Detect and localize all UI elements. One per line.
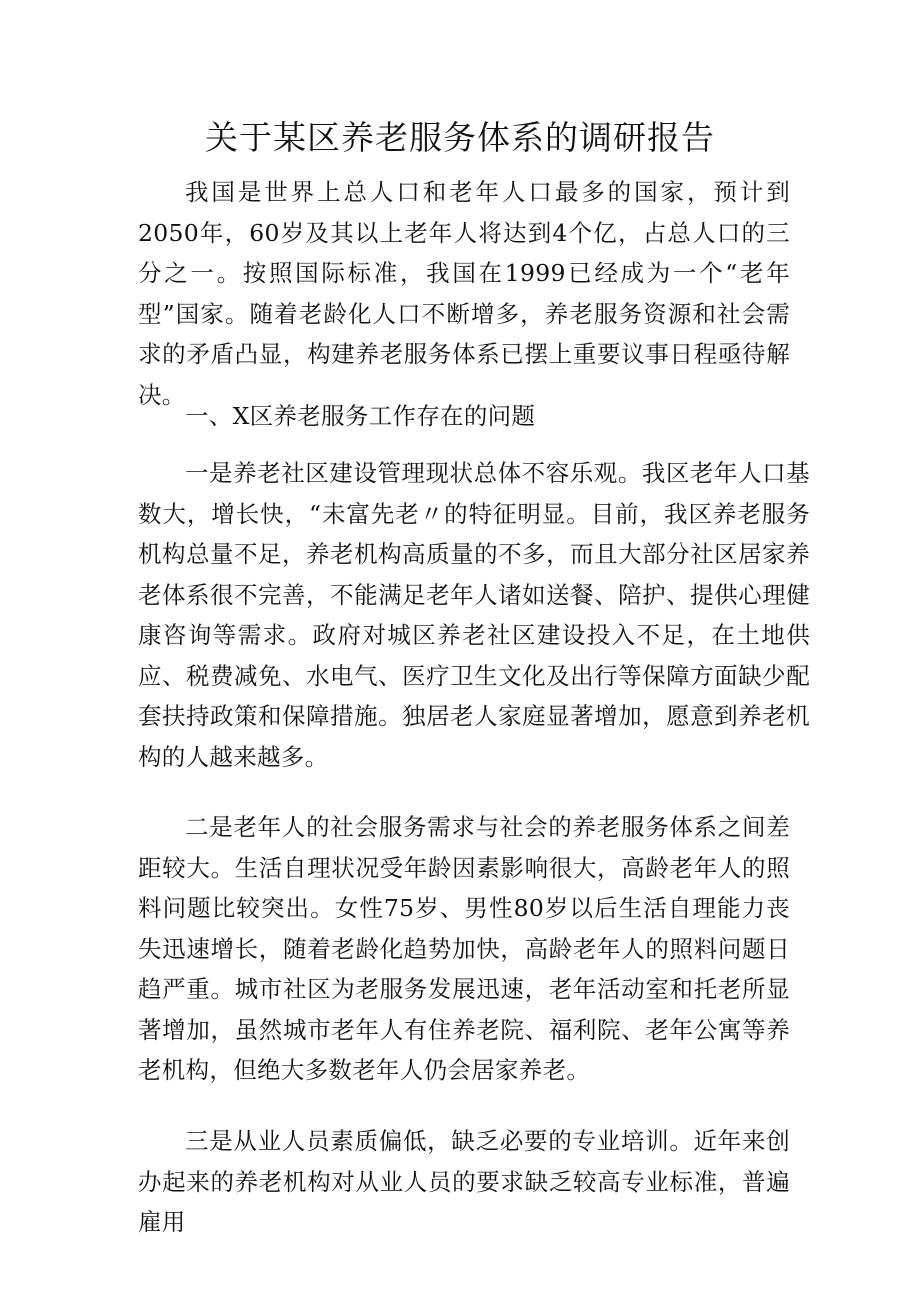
paragraph-point-one: 一是养老社区建设管理现状总体不容乐观。我区老年人口基数大，增长快，“未富先老〃的特征明显。目前，我区养老服务机构总量不足，养老机构高质量的不多，而且大部分社区居家养老体系很不完善，不能满足老年人诸如送餐、陪护、提供心理健康咨询等需求。政府对城区养老社区建设投入不足，在土地供应、税费减免、水电气、医疗卫生文化及出行等保障方面缺少配套扶持政策和保障措施。独居老人家庭显著增加，愿意到养老机构的人越来越多。 (138, 459, 810, 771)
intro-paragraph: 我国是世界上总人口和老年人口最多的国家，预计到2050年，60岁及其以上老年人将达到4个亿，占总人口的三分之一。按照国际标准，我国在1999已经成为一个“老年型”国家。随着老龄化人口不断增多，养老服务资源和社会需求的矛盾凸显，构建养老服务体系已摆上重要议事日程亟待解决。 (138, 178, 790, 409)
paragraph-point-three: 三是从业人员素质偏低，缺乏必要的专业培训。近年来创办起来的养老机构对从业人员的要求缺乏较高专业标准，普遍雇用 (138, 1127, 790, 1236)
document-title: 关于某区养老服务体系的调研报告 (205, 118, 715, 157)
paragraph-point-two: 二是老年人的社会服务需求与社会的养老服务体系之间差距较大。生活自理状况受年龄因素影响很大，高龄老年人的照料问题比较突出。女性75岁、男性80岁以后生活自理能力丧失迅速增长，随着老龄化趋势加快，高龄老年人的照料问题日趋严重。城市社区为老服务发展迅速，老年活动室和托老所显著增加，虽然城市老年人有住养老院、福利院、老年公寓等养老机构，但绝大多数老年人仍会居家养老。 (138, 813, 790, 1084)
section-heading: 一、X区养老服务工作存在的问题 (185, 402, 536, 430)
